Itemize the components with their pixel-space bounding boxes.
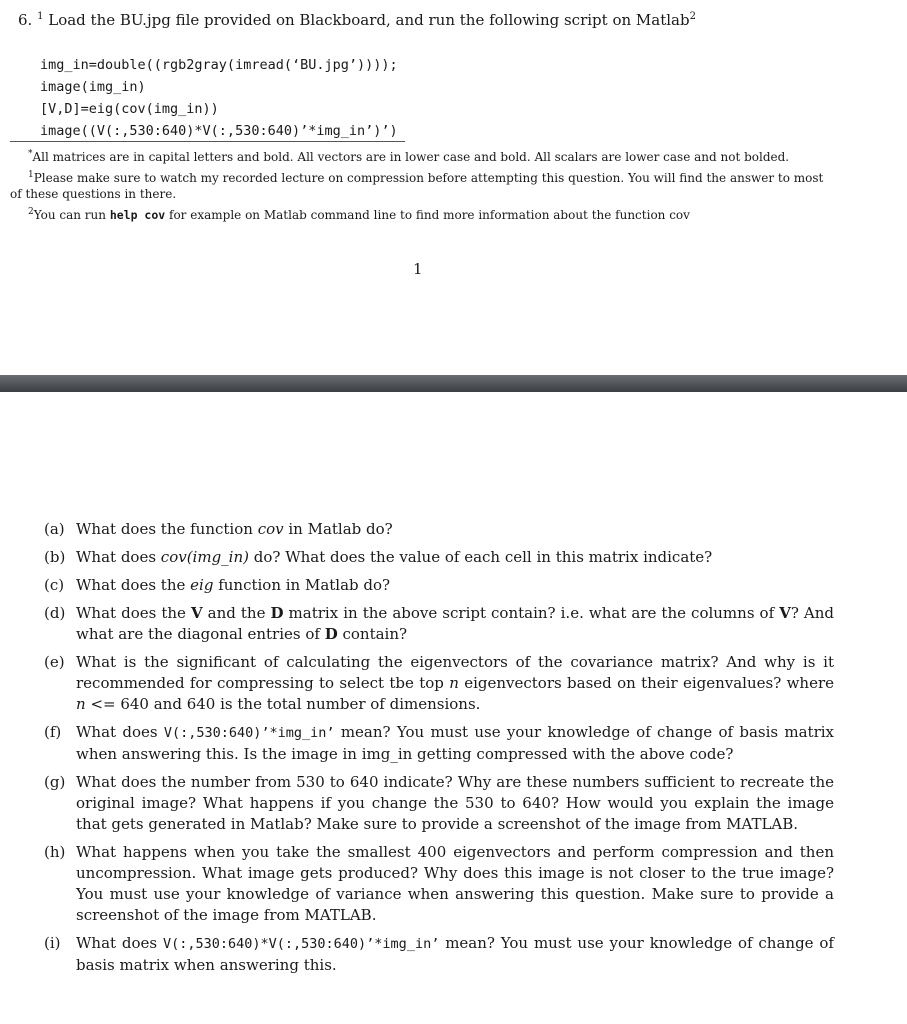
page-number: 1 — [413, 260, 423, 278]
part-text: What does the number from 530 to 640 indicate? Why are these numbers sufficient to recreate the original image? What happens if you change the 530 to 640? How would you explain the image that gets generated in Matlab? Make sure to provide a screenshot of the image from MATLAB. — [76, 773, 834, 833]
footnote-star — [10, 146, 830, 166]
part-text: What happens when you take the smallest 400 eigenvectors and perform compression and then uncompression. What image gets produced? Why does this image is not closer to the true image? You must use your knowledge of variance when answering this question. Make sure to provide a screenshot of the image from MATLAB. — [76, 843, 834, 924]
question-parts — [44, 519, 834, 983]
footnote-mark: * — [28, 149, 33, 159]
page-top — [0, 0, 907, 375]
part-d — [44, 603, 834, 645]
part-c — [44, 575, 834, 596]
part-label: (h) — [44, 843, 66, 861]
footnote-code: help cov — [109, 207, 166, 222]
question-text: Load the BU.jpg file provided on Blackboard, and run the following script on Matlab — [48, 11, 690, 29]
footnote-mark: 1 — [28, 169, 34, 180]
footnote-mark: 2 — [28, 206, 34, 217]
code-line: img_in=double((rgb2gray(imread(‘BU.jpg’)))); — [40, 57, 398, 73]
question-heading — [18, 11, 696, 29]
part-h — [44, 842, 834, 926]
part-g — [44, 772, 834, 835]
part-b — [44, 547, 834, 568]
footnote-text: You can run — [33, 207, 110, 222]
part-text: What does cov(img_in) do? What does the value of each cell in this matrix indicate? — [76, 548, 713, 566]
footnote-2 — [10, 204, 830, 224]
part-a — [44, 519, 834, 540]
part-label: (d) — [44, 604, 66, 622]
page-separator — [0, 375, 907, 392]
part-label: (b) — [44, 548, 66, 566]
footnote-text: All matrices are in capital letters and bold. All vectors are in lower case and bold. All scalars are lower case and not bolded. — [32, 150, 790, 164]
part-e — [44, 652, 834, 715]
part-text: What is the significant of calculating the eigenvectors of the covariance matrix? And why is it recommended for compressing to select tbe top n eigenvectors based on their eigenvalues? where n <= 640 and 640 is the total number of dimensions. — [76, 653, 834, 713]
part-label: (e) — [44, 653, 65, 671]
part-label: (a) — [44, 520, 65, 538]
part-label: (f) — [44, 723, 62, 741]
question-number: 6. — [18, 11, 33, 29]
part-f — [44, 722, 834, 765]
part-text: What does the V and the D matrix in the above script contain? i.e. what are the columns of V? And what are the diagonal entries of D contain? — [76, 604, 835, 643]
part-text: What does the eig function in Matlab do? — [76, 576, 391, 594]
part-text: What does the function cov in Matlab do? — [76, 520, 393, 538]
footnote-text: Please make sure to watch my recorded lecture on compression before attempting this question. You will find the answer to most of these questions in there. — [10, 170, 824, 201]
footnote-divider — [10, 141, 405, 142]
part-text: What does V(:,530:640)*V(:,530:640)’*img_in’ mean? You must use your knowledge of change of basis matrix when answering this. — [76, 934, 834, 974]
footnote-mark: 1 — [37, 11, 44, 22]
footnote-text: for example on Matlab command line to find more information about the function cov — [165, 207, 690, 222]
part-label: (i) — [44, 934, 61, 952]
code-line: image((V(:,530:640)*V(:,530:640)’*img_in’)’) — [40, 123, 398, 139]
code-line: image(img_in) — [40, 79, 146, 95]
page-bottom — [0, 392, 907, 1024]
code-line: [V,D]=eig(cov(img_in)) — [40, 101, 219, 117]
part-label: (g) — [44, 773, 66, 791]
footnotes — [10, 146, 830, 224]
part-i — [44, 933, 834, 976]
part-text: What does V(:,530:640)’*img_in’ mean? You must use your knowledge of change of basis matrix when answering this. Is the image in img_in getting compressed with the above code? — [76, 723, 834, 763]
matlab-code-block — [40, 54, 398, 142]
footnote-1 — [10, 167, 830, 203]
part-label: (c) — [44, 576, 65, 594]
footnote-mark: 2 — [689, 11, 696, 22]
